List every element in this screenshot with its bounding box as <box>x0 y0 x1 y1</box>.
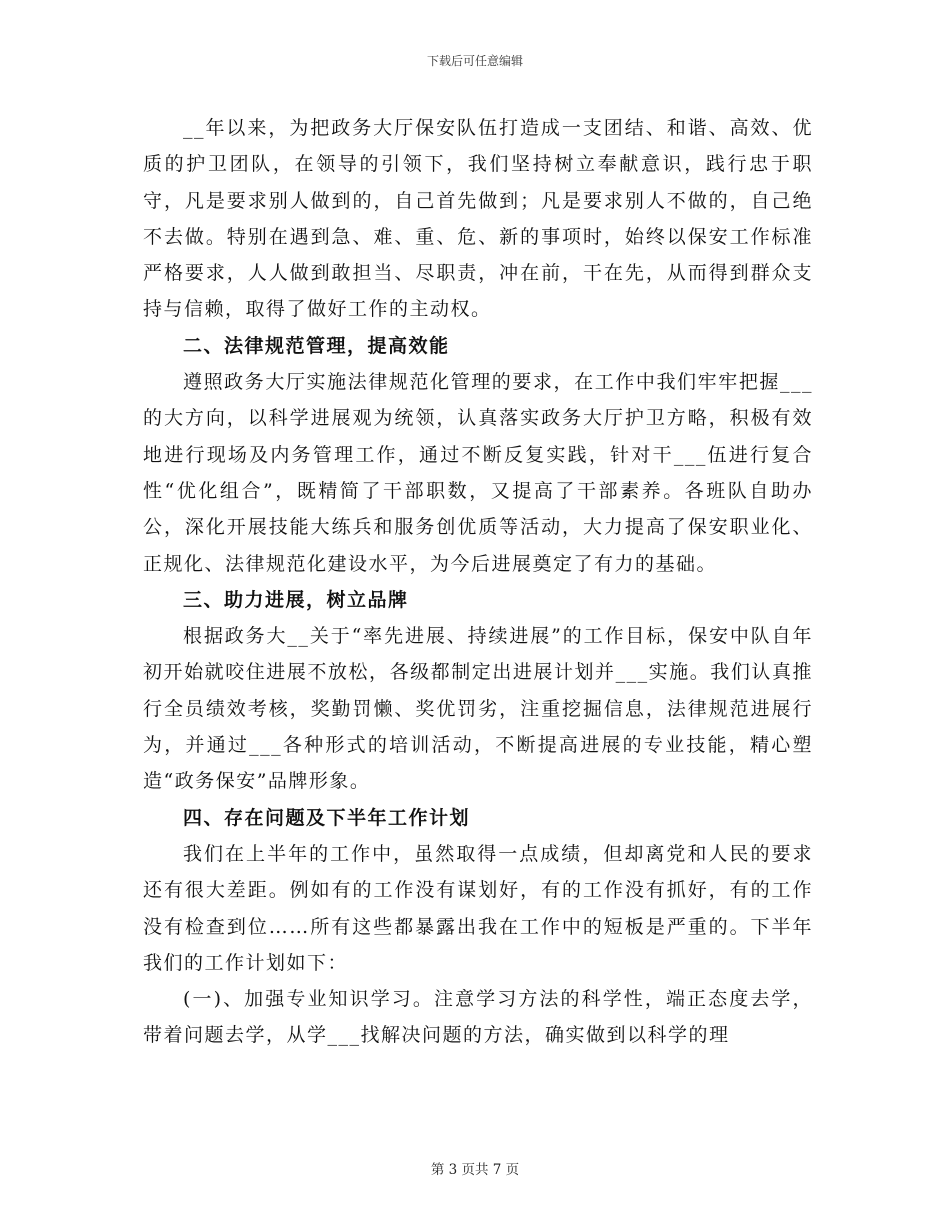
paragraph-5: (一)、加强专业知识学习。注意学习方法的科学性，端正态度去学，带着问题去学，从学___找解决问题的方法，确实做到以科学的理 <box>143 988 813 1047</box>
paragraph-3: 根据政务大__关于“率先进展、持续进展”的工作目标，保安中队自年初开始就咬住进展不放松，各级都制定出进展计划并___实施。我们认真推行全员绩效考核，奖勤罚懒、奖优罚劣，注重挖掘信息，法律规范进展行为，并通过___各种形式的培训活动，不断提高进展的专业技能，精心塑造“政务保安”品牌形象。 <box>143 625 813 793</box>
page-header: 下载后可任意编辑 <box>426 54 523 68</box>
section-heading-3: 三、助力进展，树立品牌 <box>183 588 409 611</box>
paragraph-2: 遵照政务大厅实施法律规范化管理的要求，在工作中我们牢牢把握___的大方向，以科学进展观为统领，认真落实政务大厅护卫方略，积极有效地进行现场及内务管理工作，通过不断反复实践，针对干___伍进行复合性“优化组合”，既精简了干部职数，又提高了干部素养。各班队自助办公，深化开展技能大练兵和服务创优质等活动，大力提高了保安职业化、正规化、法律规范化建设水平，为今后进展奠定了有力的基础。 <box>143 371 813 575</box>
paragraph-1: __年以来，为把政务大厅保安队伍打造成一支团结、和谐、高效、优质的护卫团队，在领导的引领下，我们坚持树立奉献意识，践行忠于职守，凡是要求别人做到的，自己首先做到；凡是要求别人不做的，自己绝不去做。特别在遇到急、难、重、危、新的事项时，始终以保安工作标准严格要求，人人做到敢担当、尽职责，冲在前，干在先，从而得到群众支持与信赖，取得了做好工作的主动权。 <box>143 117 813 321</box>
paragraph-4: 我们在上半年的工作中，虽然取得一点成绩，但却离党和人民的要求还有很大差距。例如有的工作没有谋划好，有的工作没有抓好，有的工作没有检查到位……所有这些都暴露出我在工作中的短板是严重的。下半年我们的工作计划如下： <box>143 842 813 974</box>
section-heading-4: 四、存在问题及下半年工作计划 <box>183 806 471 829</box>
page-number: 第 3 页共 7 页 <box>430 1162 520 1178</box>
section-heading-2: 二、法律规范管理，提高效能 <box>183 334 450 357</box>
document-body <box>143 110 813 1054</box>
